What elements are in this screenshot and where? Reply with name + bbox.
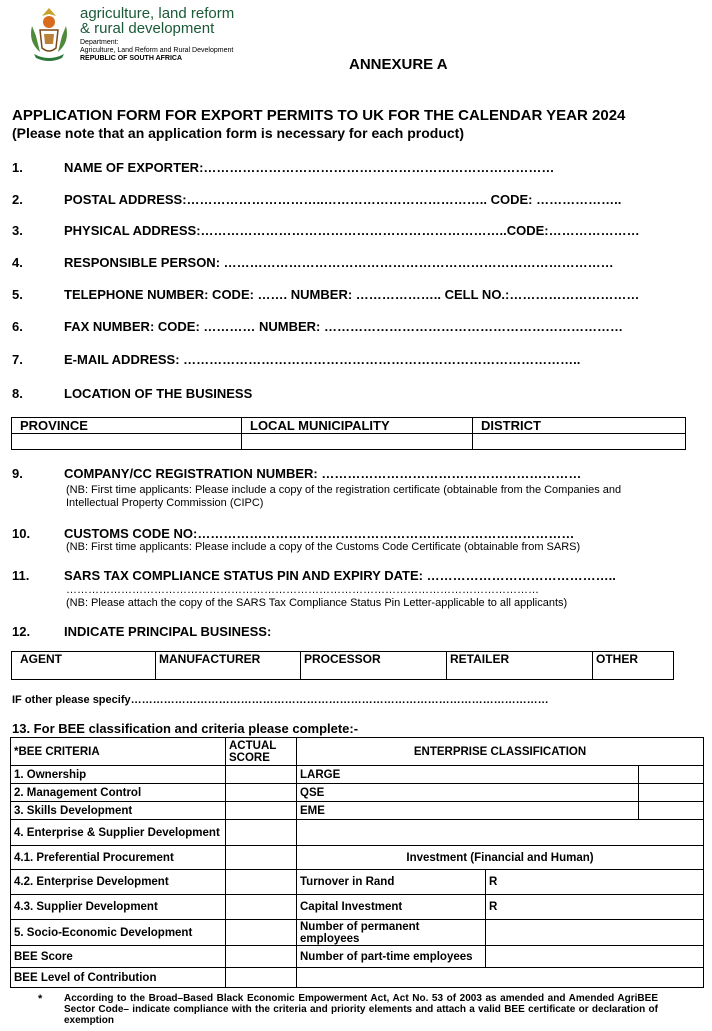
score-preferential[interactable] <box>226 846 297 870</box>
parttime-employees-input[interactable] <box>486 946 704 968</box>
score-ownership[interactable] <box>226 766 297 784</box>
footnote-marker: * <box>38 993 43 1005</box>
retailer-option[interactable]: RETAILER <box>447 652 593 680</box>
score-supplier-dev[interactable] <box>226 895 297 920</box>
bee-row-ownership: 1. Ownership <box>11 766 226 784</box>
manufacturer-option[interactable]: MANUFACTURER <box>156 652 301 680</box>
score-skills[interactable] <box>226 802 297 820</box>
department-label: Department: <box>80 39 119 46</box>
annexure-label: ANNEXURE A <box>349 56 448 73</box>
field-number-2: 2. <box>12 192 23 207</box>
bee-row-level: BEE Level of Contribution <box>11 968 226 988</box>
class-eme: EME <box>297 802 639 820</box>
agent-option[interactable]: AGENT <box>12 652 156 680</box>
district-header: DISTRICT <box>473 418 686 434</box>
enterprise-classification-header: ENTERPRISE CLASSIFICATION <box>297 738 704 766</box>
registration-note-line2: Intellectual Property Commission (CIPC) <box>66 497 264 509</box>
actual-score-header: ACTUAL SCORE <box>226 738 297 766</box>
class-qse-input[interactable] <box>639 784 704 802</box>
field-number-5: 5. <box>12 287 23 302</box>
field-number-1: 1. <box>12 160 23 175</box>
municipality-header: LOCAL MUNICIPALITY <box>242 418 473 434</box>
bee-row-enterprise-supplier: 4. Enterprise & Supplier Development <box>11 820 226 846</box>
principal-business-heading: INDICATE PRINCIPAL BUSINESS: <box>64 624 272 639</box>
bee-row-score: BEE Score <box>11 946 226 968</box>
bee-row-skills: 3. Skills Development <box>11 802 226 820</box>
processor-option[interactable]: PROCESSOR <box>301 652 447 680</box>
coat-of-arms-icon <box>26 6 72 62</box>
bee-table <box>10 737 704 988</box>
registration-note-line1: (NB: First time applicants: Please include a copy of the registration certificate (obtainable from the Companies and <box>66 484 622 496</box>
field-number-6: 6. <box>12 319 23 334</box>
field-number-9: 9. <box>12 466 23 481</box>
permanent-employees-label: Number of permanent employees <box>297 920 486 946</box>
class-eme-input[interactable] <box>639 802 704 820</box>
score-level[interactable] <box>226 968 297 988</box>
bee-row-supplier-dev: 4.3. Supplier Development <box>11 895 226 920</box>
telephone-field[interactable]: TELEPHONE NUMBER: CODE: ……. NUMBER: ……………….. CELL NO.:………………………… <box>64 287 640 302</box>
parttime-employees-label: Number of part-time employees <box>297 946 486 968</box>
physical-address-field[interactable]: PHYSICAL ADDRESS:……………………………………………………………..CODE:………………… <box>64 223 640 238</box>
district-input[interactable] <box>473 434 686 450</box>
other-option[interactable]: OTHER <box>593 652 674 680</box>
score-management[interactable] <box>226 784 297 802</box>
footnote-text: According to the Broad–Based Black Economic Empowerment Act, Act No. 53 of 2003 as amended and Amended AgriBEE Sector Code– indicate compliance with the criteria and priority elements and attach a valid BEE certificate or declaration of exemption <box>64 993 658 1026</box>
fax-field[interactable]: FAX NUMBER: CODE: ………… NUMBER: …………………………………………………………… <box>64 319 623 334</box>
province-header: PROVINCE <box>12 418 242 434</box>
blank-cell <box>297 968 704 988</box>
turnover-label: Turnover in Rand <box>297 870 486 895</box>
form-subtitle: (Please note that an application form is necessary for each product) <box>12 125 465 141</box>
score-total[interactable] <box>226 946 297 968</box>
department-name-line2: & rural development <box>80 20 215 37</box>
field-number-4: 4. <box>12 255 23 270</box>
capital-input[interactable]: R <box>486 895 704 920</box>
tax-pin-dots[interactable]: ………………………………………………………………………………………………………………… <box>66 584 539 596</box>
registration-number-field[interactable]: COMPANY/CC REGISTRATION NUMBER: …………………………………………………… <box>64 466 582 481</box>
bee-criteria-header: *BEE CRITERIA <box>11 738 226 766</box>
other-specify-field[interactable]: IF other please specify…………………………………………………………………………………………………… <box>12 694 549 706</box>
department-name-line1: agriculture, land reform <box>80 5 235 22</box>
postal-address-field[interactable]: POSTAL ADDRESS:…………………………..……………………………….. CODE: ……………….. <box>64 192 622 207</box>
country-name: REPUBLIC OF SOUTH AFRICA <box>80 55 183 62</box>
location-table <box>11 417 686 450</box>
blank-cell <box>297 820 704 846</box>
responsible-person-field[interactable]: RESPONSIBLE PERSON: ……………………………………………………………………………… <box>64 255 614 270</box>
investment-header: Investment (Financial and Human) <box>297 846 704 870</box>
class-large-input[interactable] <box>639 766 704 784</box>
bee-heading: 13. For BEE classification and criteria please complete:- <box>12 721 359 736</box>
bee-row-enterprise-dev: 4.2. Enterprise Development <box>11 870 226 895</box>
score-socio-economic[interactable] <box>226 920 297 946</box>
customs-note: (NB: First time applicants: Please include a copy of the Customs Code Certificate (obtainable from SARS) <box>66 541 581 553</box>
exporter-name-field[interactable]: NAME OF EXPORTER:……………………………………………………………………… <box>64 160 555 175</box>
class-qse: QSE <box>297 784 639 802</box>
field-number-3: 3. <box>12 223 23 238</box>
bee-row-management: 2. Management Control <box>11 784 226 802</box>
location-heading: LOCATION OF THE BUSINESS <box>64 386 253 401</box>
bee-row-preferential: 4.1. Preferential Procurement <box>11 846 226 870</box>
capital-label: Capital Investment <box>297 895 486 920</box>
field-number-7: 7. <box>12 352 23 367</box>
score-enterprise-supplier[interactable] <box>226 820 297 846</box>
tax-pin-field[interactable]: SARS TAX COMPLIANCE STATUS PIN AND EXPIRY DATE: …………………………………….. <box>64 568 616 583</box>
municipality-input[interactable] <box>242 434 473 450</box>
form-title: APPLICATION FORM FOR EXPORT PERMITS TO UK FOR THE CALENDAR YEAR 2024 <box>12 107 626 124</box>
tax-pin-note: (NB: Please attach the copy of the SARS Tax Compliance Status Pin Letter-applicable to all applicants) <box>66 597 568 609</box>
class-large: LARGE <box>297 766 639 784</box>
customs-code-field[interactable]: CUSTOMS CODE NO:…………………………………………………………………………… <box>64 526 575 541</box>
bee-row-socio-economic: 5. Socio-Economic Development <box>11 920 226 946</box>
score-enterprise-dev[interactable] <box>226 870 297 895</box>
email-field[interactable]: E-MAIL ADDRESS: ……………………………………………………………………………….. <box>64 352 581 367</box>
field-number-12: 12. <box>12 624 31 639</box>
business-type-table <box>11 651 674 680</box>
permanent-employees-input[interactable] <box>486 920 704 946</box>
department-full-name: Agriculture, Land Reform and Rural Development <box>80 47 234 54</box>
turnover-input[interactable]: R <box>486 870 704 895</box>
field-number-11: 11. <box>12 568 30 583</box>
province-input[interactable] <box>12 434 242 450</box>
field-number-8: 8. <box>12 386 23 401</box>
field-number-10: 10. <box>12 526 31 541</box>
